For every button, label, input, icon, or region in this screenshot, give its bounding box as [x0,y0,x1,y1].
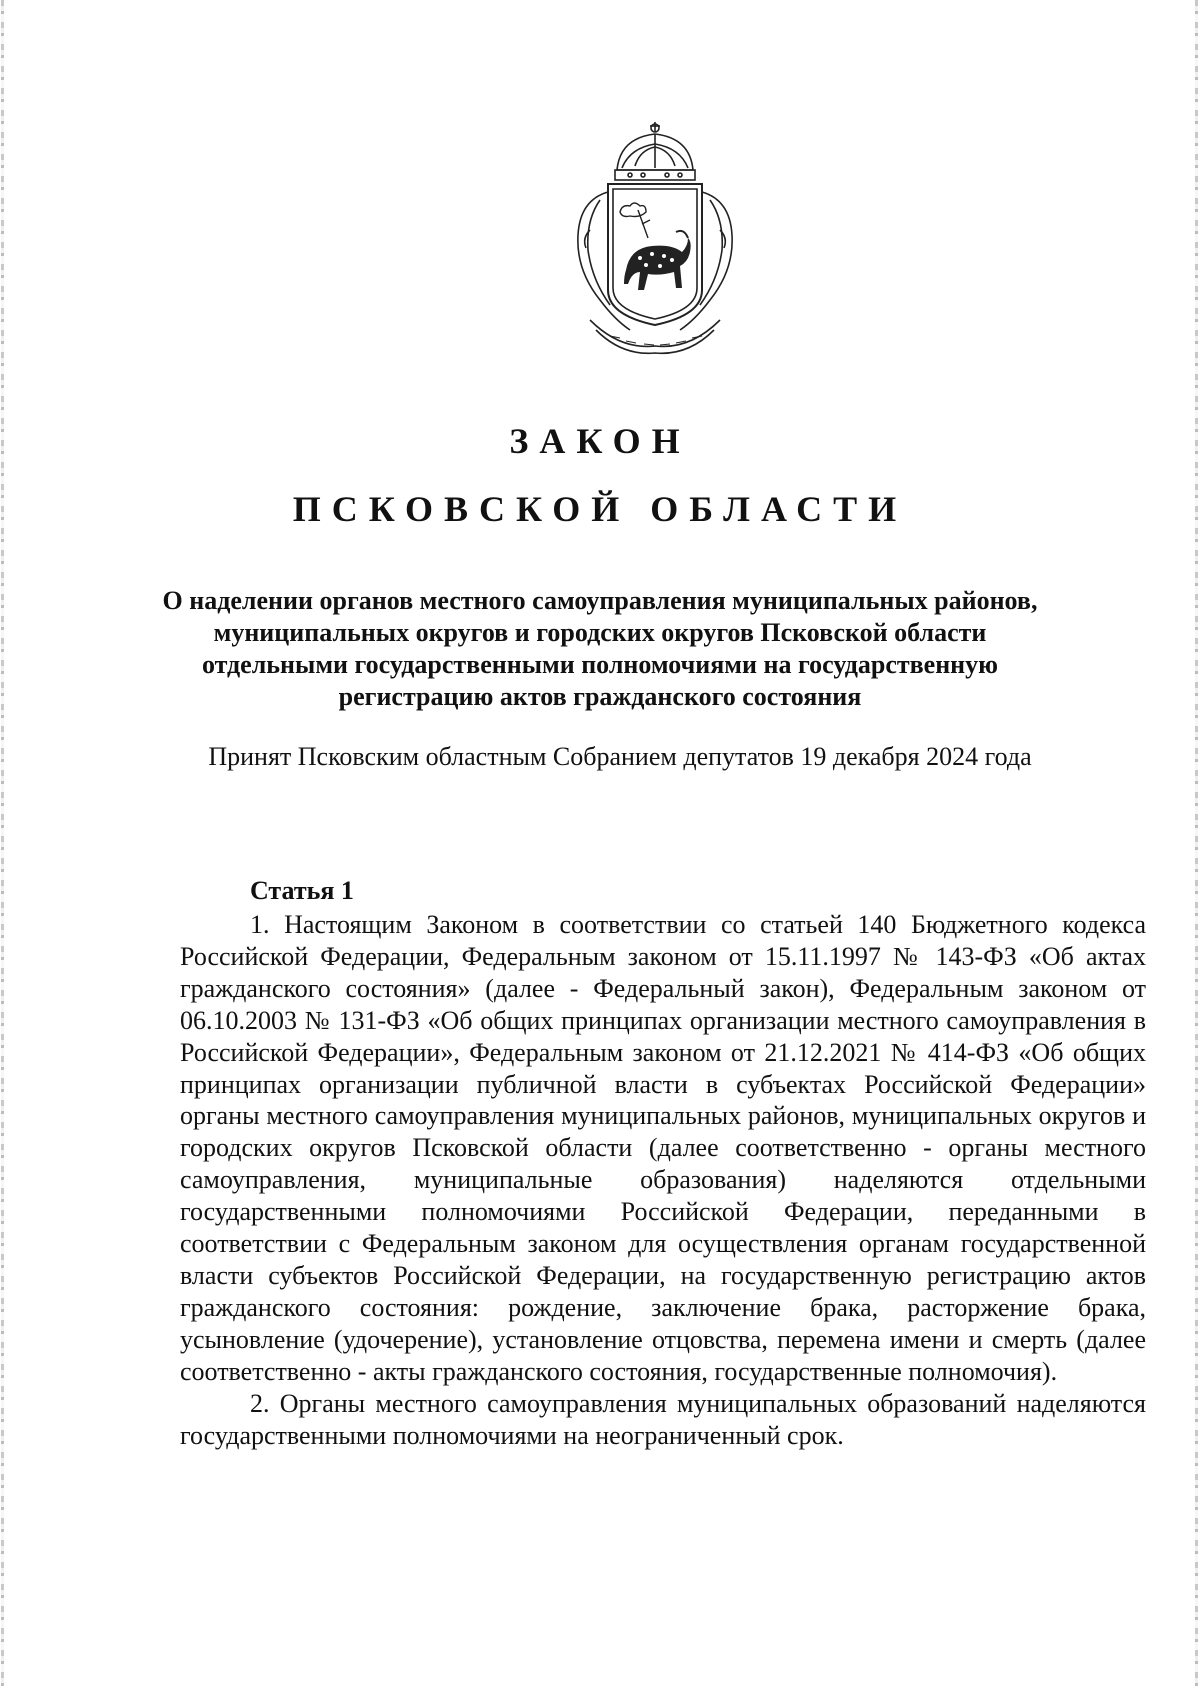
article-heading: Статья 1 [250,876,354,905]
scan-edge-left [1,0,4,1686]
pskov-coat-of-arms-icon [560,120,750,360]
article-paragraph-1: 1. Настоящим Законом в соответствии со статьей 140 Бюджетного кодекса Российской Федерации, Федеральным законом от 15.11.1997 № 143-ФЗ «Об актах гражданского состояния» (далее - Федеральный закон), Федеральным законом от 06.10.2003 № 131-ФЗ «Об общих принципах организации местного самоуправления в Российской Федерации», Федеральным законом от 21.12.2021 № 414-ФЗ «Об общих принципах организации публичной власти в субъектах Российской Федерации» органы местного самоуправления муниципальных районов, муниципальных округов и городских округов Псковской области (далее соответственно - органы местного самоуправления, муниципальные образования) наделяются отдельными государственными полномочиями Российской Федерации, переданными в соответствии с Федеральным законом для осуществления органам государственной власти субъектов Российской Федерации, на государственную регистрацию актов гражданского состояния: рождение, заключение брака, расторжение брака, усыновление (удочерение), установление отцовства, перемена имени и смерть (далее соответственно - акты гражданского состояния, государственные полномочия). [180,910,1146,1386]
law-title: О наделении органов местного самоуправления муниципальных районов, муниципальных округов и городских округов Псковской области отдельными государственными полномочиями на государственную регистрацию актов гражданского состояния [162,586,1038,711]
law-type-heading: ЗАКОН [509,421,691,461]
scan-edge-right [1195,0,1198,1686]
article-paragraph-2: 2. Органы местного самоуправления муниципальных образований наделяются государственными полномочиями на неограниченный срок. [180,1388,1146,1450]
region-heading: ПСКОВСКОЙ ОБЛАСТИ [292,489,908,529]
adoption-line: Принят Псковским областным Собранием депутатов 19 декабря 2024 года [208,742,1032,771]
article-body [180,909,1146,1451]
